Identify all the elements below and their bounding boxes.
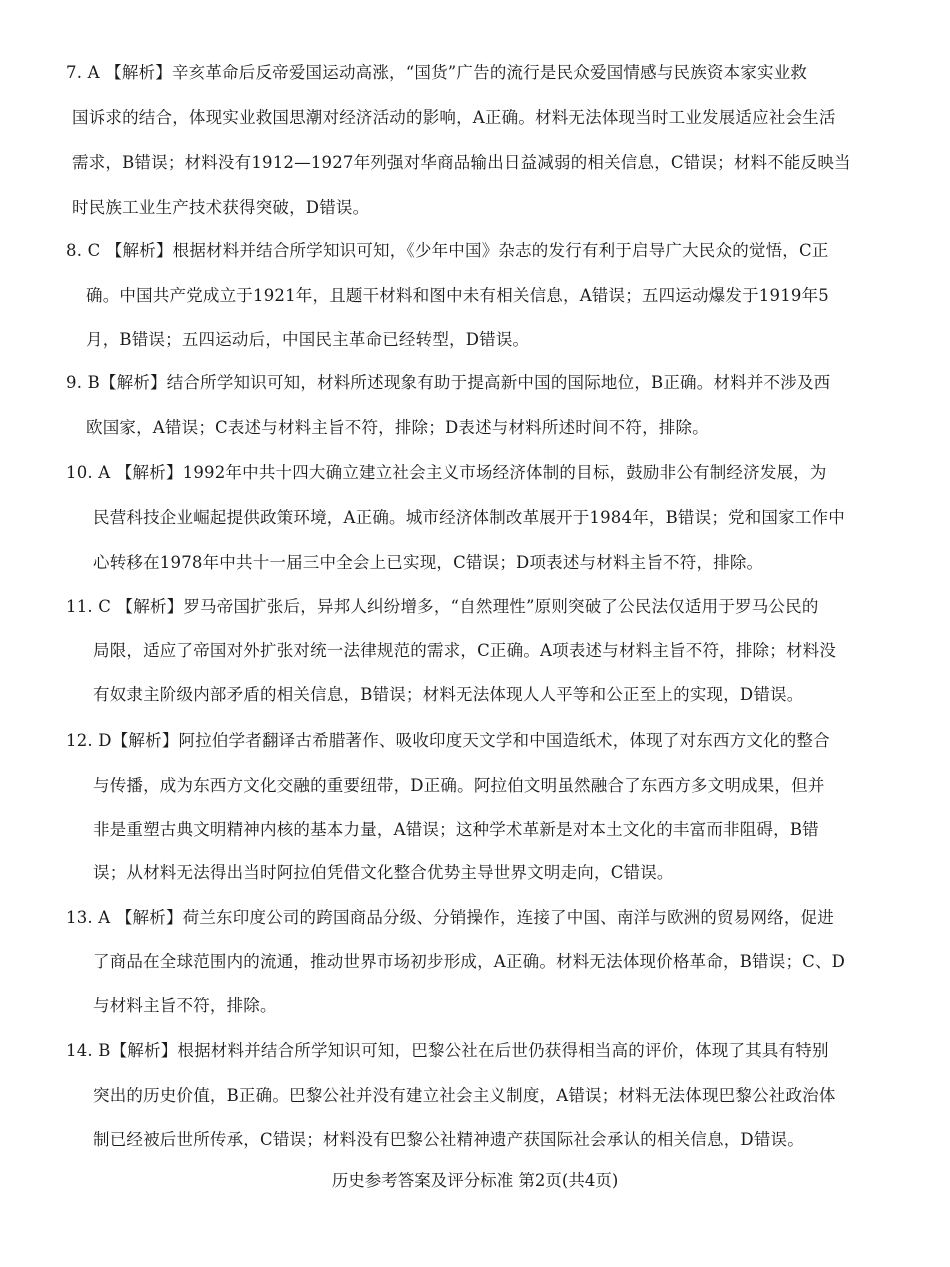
q13-line-2: 了商品在全球范围内的流通，推动世界市场初步形成，A正确。材料无法体现价格革命，B错误；C、D (93, 952, 846, 971)
q9-line-2: 欧国家，A错误；C表述与材料主旨不符，排除；D表述与材料所述时间不符，排除。 (86, 418, 709, 437)
q7-line-1: 7. A 【解析】辛亥革命后反帝爱国运动高涨，“国货”广告的流行是民众爱国情感与民族资本家实业救 (66, 63, 808, 82)
page-footer: 历史参考答案及评分标准 第2页(共4页) (331, 1171, 619, 1190)
q7-line-4: 时民族工业生产技术获得突破，D错误。 (72, 198, 370, 217)
q12-line-2: 与传播，成为东西方文化交融的重要纽带，D正确。阿拉伯文明虽然融合了东西方多文明成果，但并 (93, 776, 825, 795)
q13-line-3: 与材料主旨不符，排除。 (93, 996, 277, 1015)
q11-line-3: 有奴隶主阶级内部矛盾的相关信息，B错误；材料无法体现人人平等和公正至上的实现，D错误。 (93, 685, 804, 704)
q10-line-3: 心转移在1978年中共十一届三中全会上已实现，C错误；D项表述与材料主旨不符，排除。 (93, 553, 764, 572)
q10-line-1: 10. A 【解析】1992年中共十四大确立建立社会主义市场经济体制的目标，鼓励非公有制经济发展，为 (66, 463, 827, 482)
q7-line-2: 国诉求的结合，体现实业救国思潮对经济活动的影响，A正确。材料无法体现当时工业发展适应社会生活 (72, 108, 836, 127)
q11-line-2: 局限，适应了帝国对外扩张对统一法律规范的需求，C正确。A项表述与材料主旨不符，排除；材料没 (93, 641, 837, 660)
q14-line-3: 制已经被后世所传承，C错误；材料没有巴黎公社精神遗产获国际社会承认的相关信息，D错误。 (93, 1130, 804, 1149)
q10-line-2: 民营科技企业崛起提供政策环境，A正确。城市经济体制改革展开于1984年，B错误；党和国家工作中 (93, 508, 845, 527)
q8-line-1: 8. C 【解析】根据材料并结合所学知识可知，《少年中国》杂志的发行有利于启导广大民众的觉悟，C正 (66, 241, 829, 260)
q12-line-1: 12. D【解析】阿拉伯学者翻译古希腊著作、吸收印度天文学和中国造纸术，体现了对东西方文化的整合 (66, 731, 830, 750)
q12-line-3: 非是重塑古典文明精神内核的基本力量，A错误；这种学术革新是对本土文化的丰富而非阻碍，B错 (93, 820, 819, 839)
q7-line-3: 需求，B错误；材料没有1912—1927年列强对华商品输出日益减弱的相关信息，C错误；材料不能反映当 (72, 153, 851, 172)
q8-line-3: 月，B错误；五四运动后，中国民主革命已经转型，D错误。 (86, 330, 530, 349)
q13-line-1: 13. A 【解析】荷兰东印度公司的跨国商品分级、分销操作，连接了中国、南洋与欧洲的贸易网络，促进 (66, 908, 834, 927)
q12-line-4: 误；从材料无法得出当时阿拉伯凭借文化整合优势主导世界文明走向，C错误。 (93, 863, 674, 882)
q8-line-2: 确。中国共产党成立于1921年，且题干材料和图中未有相关信息，A错误；五四运动爆发于1919年5 (86, 286, 829, 305)
q9-line-1: 9. B【解析】结合所学知识可知，材料所述现象有助于提高新中国的国际地位，B正确。材料并不涉及西 (66, 373, 831, 392)
q14-line-2: 突出的历史价值，B正确。巴黎公社并没有建立社会主义制度，A错误；材料无法体现巴黎公社政治体 (93, 1086, 836, 1105)
q11-line-1: 11. C 【解析】罗马帝国扩张后，异邦人纠纷增多，“自然理性”原则突破了公民法仅适用于罗马公民的 (66, 597, 819, 616)
q14-line-1: 14. B【解析】根据材料并结合所学知识可知，巴黎公社在后世仍获得相当高的评价，体现了其具有特别 (66, 1041, 829, 1060)
